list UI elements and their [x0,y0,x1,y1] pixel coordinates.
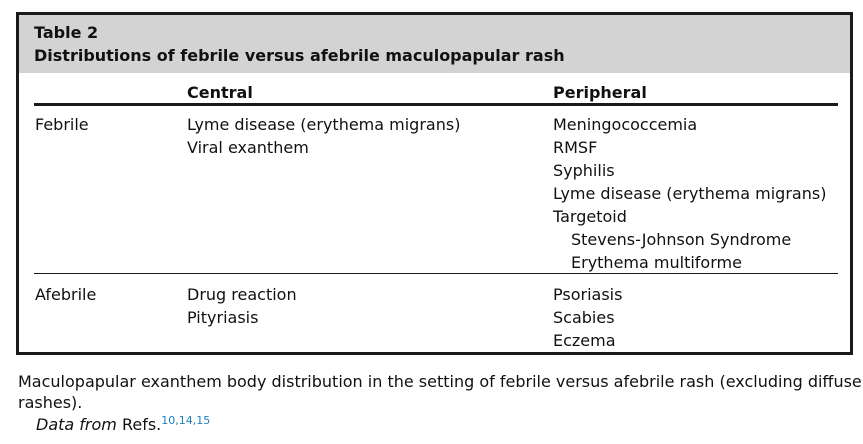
row-label-afebrile: Afebrile [35,285,97,304]
table-source: Data from Refs.$^{10,14,15}$ [36,414,211,434]
row-label-febrile: Febrile [35,115,89,134]
list-item: Scabies [553,308,615,327]
table-label: Table 2 [34,23,99,42]
list-item: Eczema [553,331,616,350]
list-item: Targetoid [553,207,627,226]
column-header-central: Central [187,83,253,102]
list-item: Viral exanthem [187,138,309,157]
febrile-peripheral-cell [553,113,826,274]
source-text: Refs. [121,415,162,434]
afebrile-peripheral-cell [553,283,622,352]
list-item: Lyme disease (erythema migrans) [553,184,827,203]
table-title: Distributions of febrile versus afebrile maculopapular rash [34,46,565,65]
source-italic: Data from [36,415,117,434]
afebrile-central-cell [187,283,297,329]
reference-link[interactable]: 10 [161,414,176,427]
list-item: Drug reaction [187,285,297,304]
list-subitem: Stevens-Johnson Syndrome [571,230,792,249]
column-header-peripheral: Peripheral [553,83,647,102]
reference-link[interactable]: 14 [178,414,193,427]
list-item: RMSF [553,138,598,157]
reference-link[interactable]: 15 [196,414,211,427]
table-2 [16,12,853,355]
febrile-central-cell [187,113,460,159]
table-caption [19,15,850,73]
list-item: Pityriasis [187,308,259,327]
list-item: Syphilis [553,161,615,180]
row-divider [34,273,838,274]
list-item: Psoriasis [553,285,623,304]
header-rule [34,103,838,106]
list-subitem: Erythema multiforme [571,253,742,272]
list-item: Meningococcemia [553,115,698,134]
table-footnote: Maculopapular exanthem body distribution in the setting of febrile versus afebrile rash (excluding diffuse rashes). [18,372,862,412]
list-item: Lyme disease (erythema migrans) [187,115,461,134]
